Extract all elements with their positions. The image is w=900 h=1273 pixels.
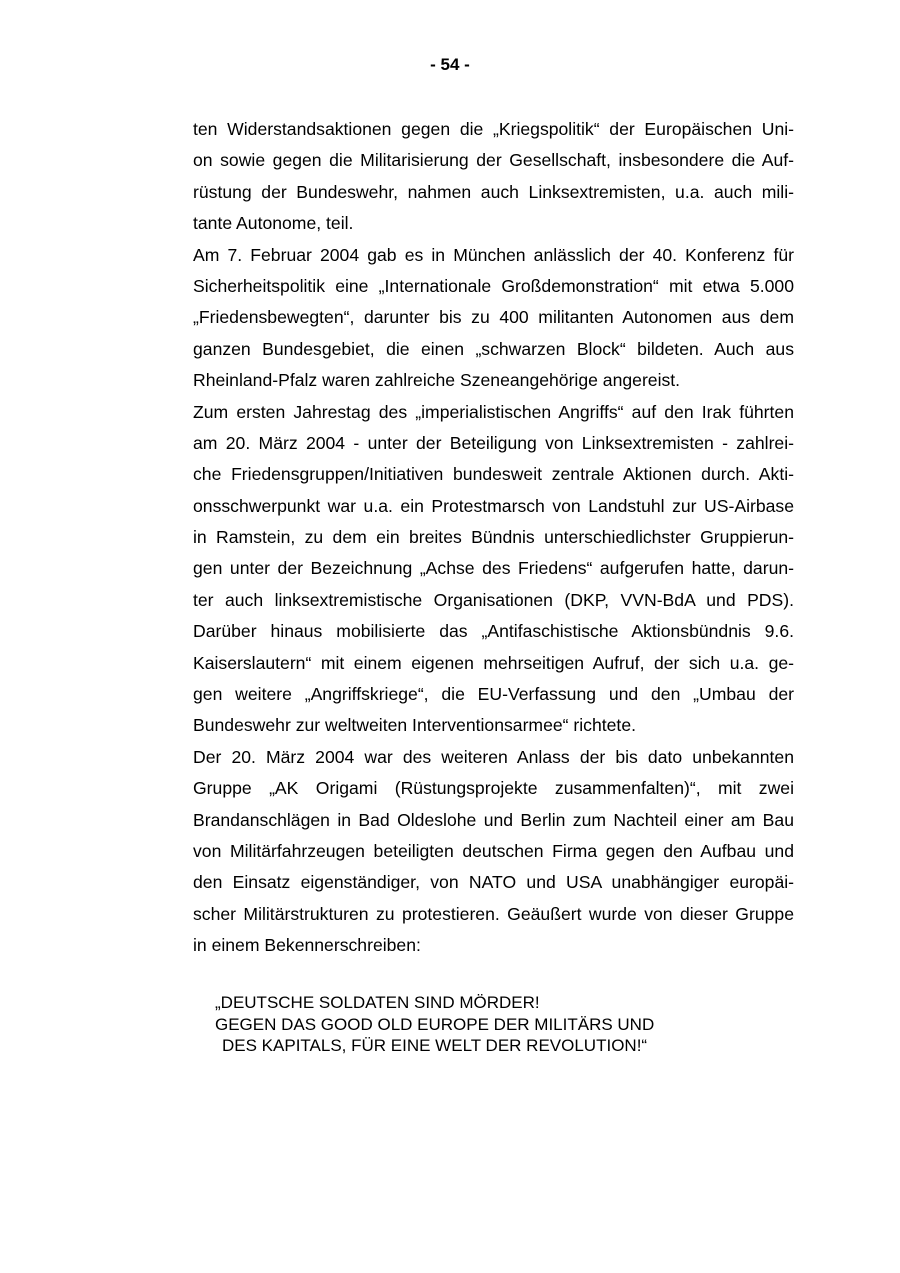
text-line: Gruppe „AK Origami (Rüstungsprojekte zusammenfalten)“, mit zwei	[193, 778, 794, 799]
text-line: Am 7. Februar 2004 gab es in München anlässlich der 40. Konferenz für	[193, 244, 794, 265]
text-line: Der 20. März 2004 war des weiteren Anlass der bis dato unbekannten	[193, 746, 794, 767]
quote-line: DES KAPITALS, FÜR EINE WELT DER REVOLUTION!“	[222, 1036, 648, 1055]
text-line: Brandanschlägen in Bad Oldeslohe und Berlin zum Nachteil einer am Bau	[193, 809, 794, 830]
text-line: scher Militärstrukturen zu protestieren. Geäußert wurde von dieser Gruppe	[193, 903, 794, 924]
text-line: Kaiserslautern“ mit einem eigenen mehrseitigen Aufruf, der sich u.a. ge-	[193, 652, 794, 673]
text-line: Darüber hinaus mobilisierte das „Antifaschistische Aktionsbündnis 9.6.	[193, 621, 794, 642]
text-line: gen unter der Bezeichnung „Achse des Friedens“ aufgerufen hatte, darun-	[193, 558, 794, 579]
text-line: in Ramstein, zu dem ein breites Bündnis unterschiedlichster Gruppierun-	[193, 527, 794, 548]
text-line: von Militärfahrzeugen beteiligten deutschen Firma gegen den Aufbau und	[193, 840, 794, 861]
quote-line: „DEUTSCHE SOLDATEN SIND MÖRDER!	[215, 993, 540, 1012]
page-number: - 54 -	[430, 55, 470, 74]
text-line: ganzen Bundesgebiet, die einen „schwarzen Block“ bildeten. Auch aus	[193, 338, 794, 359]
text-line: ter auch linksextremistische Organisationen (DKP, VVN-BdA und PDS).	[193, 589, 794, 610]
paragraph	[193, 114, 794, 240]
text-line: Zum ersten Jahrestag des „imperialistischen Angriffs“ auf den Irak führten	[193, 401, 794, 422]
text-line: Sicherheitspolitik eine „Internationale Großdemonstration“ mit etwa 5.000	[193, 275, 794, 296]
text-line: tante Autonome, teil.	[193, 213, 354, 234]
paragraph	[193, 240, 794, 397]
text-line: gen weitere „Angriffskriege“, die EU-Verfassung und den „Umbau der	[193, 684, 794, 705]
quote-block	[215, 992, 735, 1057]
text-line: on sowie gegen die Militarisierung der Gesellschaft, insbesondere die Auf-	[193, 150, 794, 171]
text-line: den Einsatz eigenständiger, von NATO und USA unabhängiger europäi-	[193, 872, 794, 893]
body-text	[193, 114, 794, 962]
paragraph	[193, 397, 794, 742]
text-line: onsschwerpunkt war u.a. ein Protestmarsch von Landstuhl zur US-Airbase	[193, 495, 794, 516]
text-line: rüstung der Bundeswehr, nahmen auch Linksextremisten, u.a. auch mili-	[193, 181, 794, 202]
text-line: in einem Bekennerschreiben:	[193, 935, 421, 956]
text-line: ten Widerstandsaktionen gegen die „Kriegspolitik“ der Europäischen Uni-	[193, 119, 794, 139]
quote-line: GEGEN DAS GOOD OLD EUROPE DER MILITÄRS UND	[215, 1014, 655, 1034]
text-line: Bundeswehr zur weltweiten Interventionsarmee“ richtete.	[193, 715, 636, 736]
paragraph	[193, 742, 794, 962]
text-line: „Friedensbewegten“, darunter bis zu 400 militanten Autonomen aus dem	[193, 307, 794, 328]
text-line: che Friedensgruppen/Initiativen bundesweit zentrale Aktionen durch. Akti-	[193, 464, 794, 485]
text-line: am 20. März 2004 - unter der Beteiligung von Linksextremisten - zahlrei-	[193, 432, 794, 453]
text-line: Rheinland-Pfalz waren zahlreiche Szeneangehörige angereist.	[193, 370, 681, 391]
